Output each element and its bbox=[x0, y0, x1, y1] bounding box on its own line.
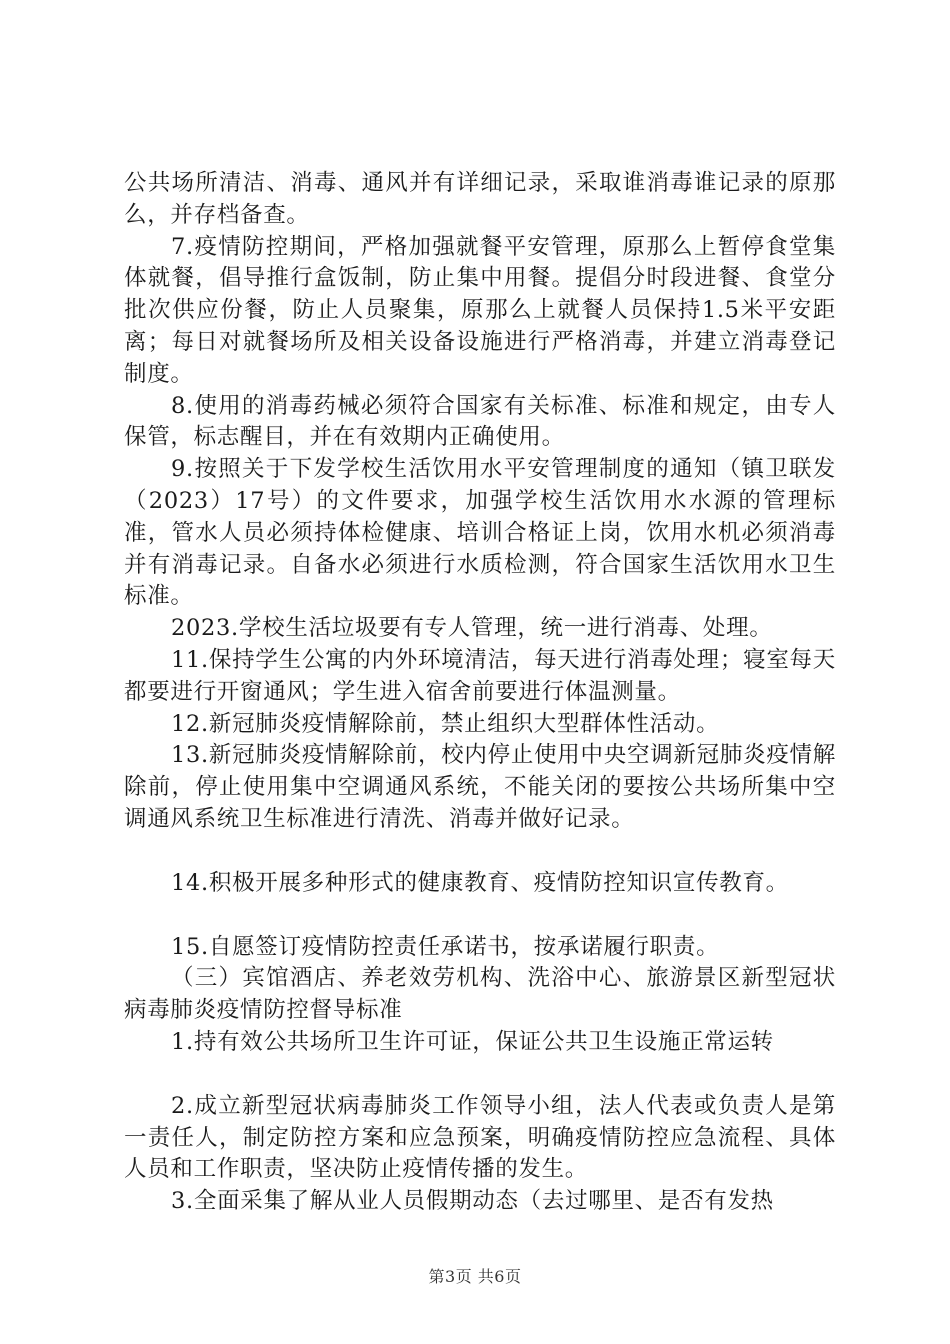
section-heading-3: （三）宾馆酒店、养老效劳机构、洗浴中心、旅游景区新型冠状病毒肺炎疫情防控督导标准 bbox=[124, 965, 836, 1024]
paragraph-item-12: 12.新冠肺炎疫情解除前，禁止组织大型群体性活动。 bbox=[171, 710, 720, 737]
paragraph-item-13: 13.新冠肺炎疫情解除前，校内停止使用中央空调新冠肺炎疫情解除前，停止使用集中空调通风系统，不能关闭的要按公共场所集中空调通风系统卫生标准进行清洗、消毒并做好记录。 bbox=[124, 742, 836, 832]
paragraph-section3-item-3: 3.全面采集了解从业人员假期动态（去过哪里、是否有发热 bbox=[171, 1188, 774, 1215]
page-number-footer: 第3页 共6页 bbox=[428, 1267, 522, 1286]
paragraph-item-10: 2023.学校生活垃圾要有专人管理，统一进行消毒、处理。 bbox=[171, 615, 773, 642]
paragraph-item-14: 14.积极开展多种形式的健康教育、疫情防控知识宣传教育。 bbox=[171, 869, 789, 896]
paragraph-section3-item-2: 2.成立新型冠状病毒肺炎工作领导小组，法人代表或负责人是第一责任人，制定防控方案和应急预案，明确疫情防控应急流程、具体人员和工作职责，坚决防止疫情传播的发生。 bbox=[124, 1092, 836, 1183]
paragraph-continuation: 公共场所清洁、消毒、通风并有详细记录，采取谁消毒谁记录的原那么，并存档备查。 bbox=[124, 170, 836, 228]
paragraph-section3-item-1: 1.持有效公共场所卫生许可证，保证公共卫生设施正常运转 bbox=[171, 1028, 774, 1055]
paragraph-item-15: 15.自愿签订疫情防控责任承诺书，按承诺履行职责。 bbox=[171, 933, 720, 960]
paragraph-item-11: 11.保持学生公寓的内外环境清洁，每天进行消毒处理；寝室每天都要进行开窗通风；学生进入宿舍前要进行体温测量。 bbox=[124, 646, 836, 705]
paragraph-item-9: 9.按照关于下发学校生活饮用水平安管理制度的通知（镇卫联发（2023）17号）的文件要求，加强学校生活饮用水水源的管理标准，管水人员必须持体检健康、培训合格证上岗，饮用水机必须消毒并有消毒记录。自备水必须进行水质检测，符合国家生活饮用水卫生标准。 bbox=[124, 456, 836, 610]
paragraph-item-8: 8.使用的消毒药械必须符合国家有关标准、标准和规定，由专人保管，标志醒目，并在有效期内正确使用。 bbox=[124, 392, 836, 451]
paragraph-item-7: 7.疫情防控期间，严格加强就餐平安管理，原那么上暂停食堂集体就餐，倡导推行盒饭制，防止集中用餐。提倡分时段进餐、食堂分批次供应份餐，防止人员聚集，原那么上就餐人员保持1.5米平安距离；每日对就餐场所及相关设备设施进行严格消毒，并建立消毒登记制度。 bbox=[124, 233, 836, 387]
document-body bbox=[124, 168, 836, 1218]
